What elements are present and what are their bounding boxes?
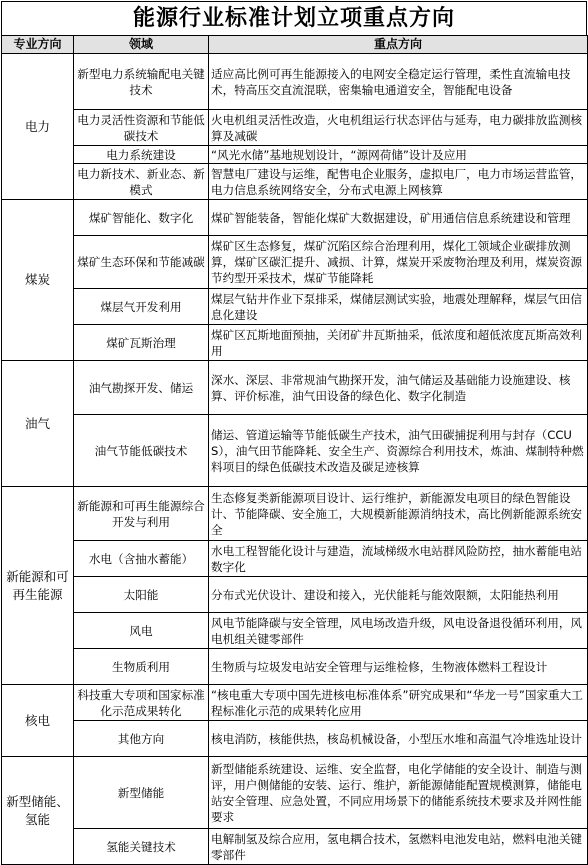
category-cell: 新型储能、氢能: [2, 757, 74, 865]
focus-cell: “核电重大专项中国先进核电标准体系”研究成果和“华龙一号”国家重大工程标准化示范的成果转化应用: [209, 685, 588, 721]
table-row: [2, 613, 588, 649]
focus-cell: 煤层气钻井作业下泵排采，煤储层测试实验，地震处理解释，煤层气田信息化建设: [209, 289, 588, 325]
category-cell: 新能源和可再生能源: [2, 487, 74, 685]
table-row: [2, 361, 588, 415]
category-cell: 核电: [2, 685, 74, 757]
field-cell: 新型储能: [74, 757, 209, 829]
focus-cell: 电解制氢及综合应用，氢电耦合技术，氢燃料电池发电站，燃料电池关键零部件: [209, 829, 588, 865]
focus-cell: 煤矿区瓦斯地面预抽，关闭矿井瓦斯抽采，低浓度和超低浓度瓦斯高效利用: [209, 325, 588, 361]
focus-cell: 核电消防，核能供热，核岛机械设备，小型压水堆和高温气冷堆选址设计: [209, 721, 588, 757]
table-body: [2, 54, 588, 865]
field-cell: 科技重大专项和国家标准化示范成果转化: [74, 685, 209, 721]
field-cell: 煤矿智能化、数字化: [74, 200, 209, 236]
table-row: [2, 577, 588, 613]
table-row: [2, 164, 588, 200]
header-field: 领域: [74, 36, 209, 54]
table-header-row: [2, 36, 588, 54]
table-row: [2, 487, 588, 541]
focus-cell: 煤矿区生态修复，煤矿沉陷区综合治理利用，煤化工领域企业碳排放测算，煤矿区碳汇提升、减损、计算，煤炭开采废物治理及利用，煤炭资源节约型开采技术，煤矿节能降耗: [209, 236, 588, 289]
focus-cell: 生态修复类新能源项目设计、运行维护，新能源发电项目的绿色智能设计、节能降碳、安全施工，大规模新能源消纳技术，高比例新能源系统安全: [209, 487, 588, 541]
table-row: [2, 289, 588, 325]
focus-cell: 储运、管道运输等节能低碳生产技术，油气田碳捕捉利用与封存（CCUS），油气田节能降耗、安全生产、资源综合利用技术，炼油、煤制特种燃料项目的绿色低碳技术改造及碳足迹核算: [209, 415, 588, 487]
focus-cell: 煤矿智能装备，智能化煤矿大数据建设，矿用通信信息系统建设和管理: [209, 200, 588, 236]
table-row: [2, 236, 588, 289]
focus-cell: 水电工程智能化设计与建造，流域梯级水电站群风险防控，抽水蓄能电站数字化: [209, 541, 588, 577]
field-cell: 风电: [74, 613, 209, 649]
table-row: [2, 685, 588, 721]
header-category: 专业方向: [2, 36, 74, 54]
field-cell: 其他方向: [74, 721, 209, 757]
field-cell: 新能源和可再生能源综合开发与利用: [74, 487, 209, 541]
category-cell: 电力: [2, 54, 74, 200]
field-cell: 煤层气开发利用: [74, 289, 209, 325]
document-page: [1, 1, 587, 865]
focus-cell: 新型储能系统建设、运维、安全监督，电化学储能的安全设计、制造与测评，用户侧储能的安装、运行、维护，新能源储能配置规模测算，储能电站安全管理、应急处置，不同应用场景下的储能系统技术要求及并网性能要求: [209, 757, 588, 829]
category-cell: 油气: [2, 361, 74, 487]
table-row: [2, 325, 588, 361]
table-row: [2, 415, 588, 487]
table-row: [2, 541, 588, 577]
focus-cell: 适应高比例可再生能源接入的电网安全稳定运行管理，柔性直流输电技术，特高压交直流混联，密集输电通道安全，智能配电设备: [209, 54, 588, 110]
table-row: [2, 757, 588, 829]
field-cell: 新型电力系统输配电关键技术: [74, 54, 209, 110]
field-cell: 太阳能: [74, 577, 209, 613]
focus-cell: 风电节能降碳与安全管理，风电场改造升级，风电设备退役循环利用，风电机组关键零部件: [209, 613, 588, 649]
header-focus: 重点方向: [209, 36, 588, 54]
table-row: [2, 649, 588, 685]
focus-cell: 分布式光伏设计、建设和接入，光伏能耗与能效限额，太阳能热利用: [209, 577, 588, 613]
table-row: [2, 54, 588, 110]
field-cell: 煤矿生态环保和节能减碳: [74, 236, 209, 289]
focus-cell: “风光水储”基地规划设计，“源网荷储”设计及应用: [209, 146, 588, 164]
page-title: 能源行业标准计划立项重点方向: [1, 1, 587, 35]
field-cell: 煤矿瓦斯治理: [74, 325, 209, 361]
table-row: [2, 829, 588, 865]
field-cell: 油气节能低碳技术: [74, 415, 209, 487]
standards-table: [1, 35, 588, 865]
field-cell: 油气勘探开发、储运: [74, 361, 209, 415]
field-cell: 水电（含抽水蓄能）: [74, 541, 209, 577]
category-cell: 煤炭: [2, 200, 74, 361]
focus-cell: 生物质与垃圾发电站安全管理与运维检修，生物液体燃料工程设计: [209, 649, 588, 685]
field-cell: 电力灵活性资源和节能低碳技术: [74, 110, 209, 146]
table-row: [2, 200, 588, 236]
table-row: [2, 110, 588, 146]
focus-cell: 火电机组灵活性改造，火电机组运行状态评估与延寿，电力碳排放监测核算及减碳: [209, 110, 588, 146]
focus-cell: 深水、深层、非常规油气勘探开发，油气储运及基础能力设施建设、核算、评价标准，油气田设备的绿色化、数字化制造: [209, 361, 588, 415]
table-row: [2, 146, 588, 164]
field-cell: 电力系统建设: [74, 146, 209, 164]
table-row: [2, 721, 588, 757]
field-cell: 电力新技术、新业态、新模式: [74, 164, 209, 200]
field-cell: 生物质利用: [74, 649, 209, 685]
focus-cell: 智慧电厂建设与运维，配售电企业服务，虚拟电厂，电力市场运营监管，电力信息系统网络安全，分布式电源上网核算: [209, 164, 588, 200]
field-cell: 氢能关键技术: [74, 829, 209, 865]
